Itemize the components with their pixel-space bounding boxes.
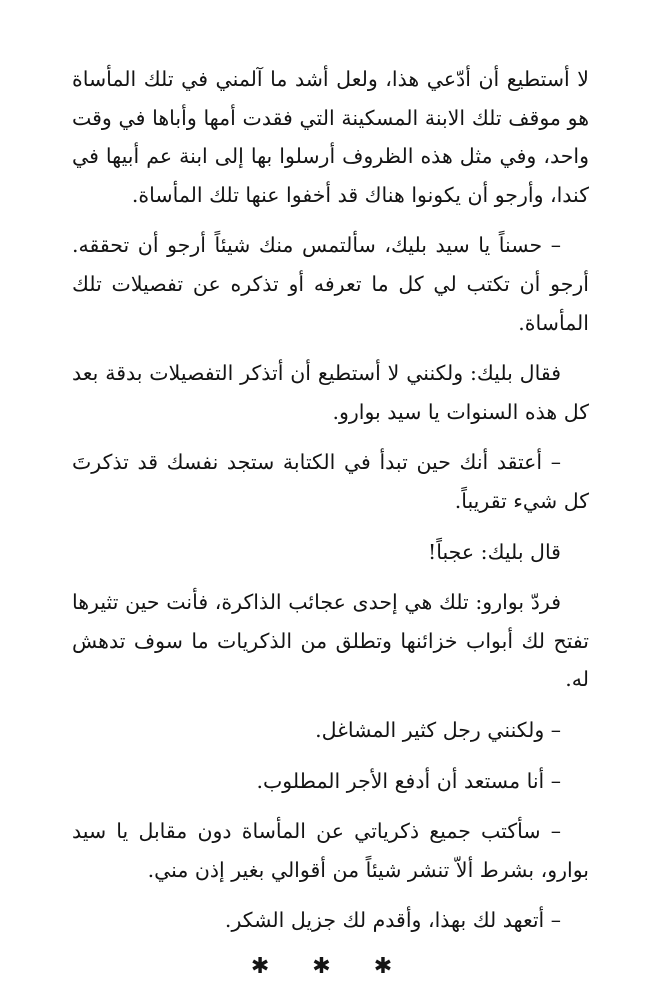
paragraph-9: – سأكتب جميع ذكرياتي عن المأساة دون مقابل يا سيد بوارو، بشرط ألاّ تنشر شيئاً من أقوالي بغير إذن مني.	[72, 819, 589, 882]
paragraph-1: لا أستطيع أن أدّعي هذا، ولعل أشد ما آلمني في تلك المأساة هو موقف تلك الابنة المسكينة التي فقدت أمها وأباها في وقت واحد، وفي مثل هذه الظروف أرسلوا بها إلى ابنة عم أبيها في كندا، وأرجو أن يكونوا هناك قد أخفوا عنها تلك المأساة.	[72, 67, 589, 207]
paragraph-5: قال بليك: عجباً!	[428, 539, 561, 564]
paragraph-2: – حسناً يا سيد بليك، سألتمس منك شيئاً أرجو أن تحققه. أرجو أن تكتب لي كل ما تعرفه أو تذكره عن تفصيلات تلك المأساة.	[72, 233, 589, 335]
paragraph-10: – أتعهد لك بهذا، وأقدم لك جزيل الشكر.	[224, 908, 561, 933]
section-separator: ✱ ✱ ✱	[250, 953, 411, 979]
paragraph-4: – أعتقد أنك حين تبدأ في الكتابة ستجد نفسك قد تذكرتَ كل شيء تقريباً.	[72, 450, 589, 513]
paragraph-6: فردّ بوارو: تلك هي إحدى عجائب الذاكرة، فأنت حين تثيرها تفتح لك أبواب خزائنها وتطلق من الذكريات ما سوف تدهش له.	[72, 590, 589, 692]
paragraph-7: – ولكنني رجل كثير المشاغل.	[315, 717, 561, 742]
paragraph-3: فقال بليك: ولكنني لا أستطيع أن أتذكر التفصيلات بدقة بعد كل هذه السنوات يا سيد بوارو.	[72, 361, 589, 424]
paragraph-8: – أنا مستعد أن أدفع الأجر المطلوب.	[256, 768, 561, 793]
